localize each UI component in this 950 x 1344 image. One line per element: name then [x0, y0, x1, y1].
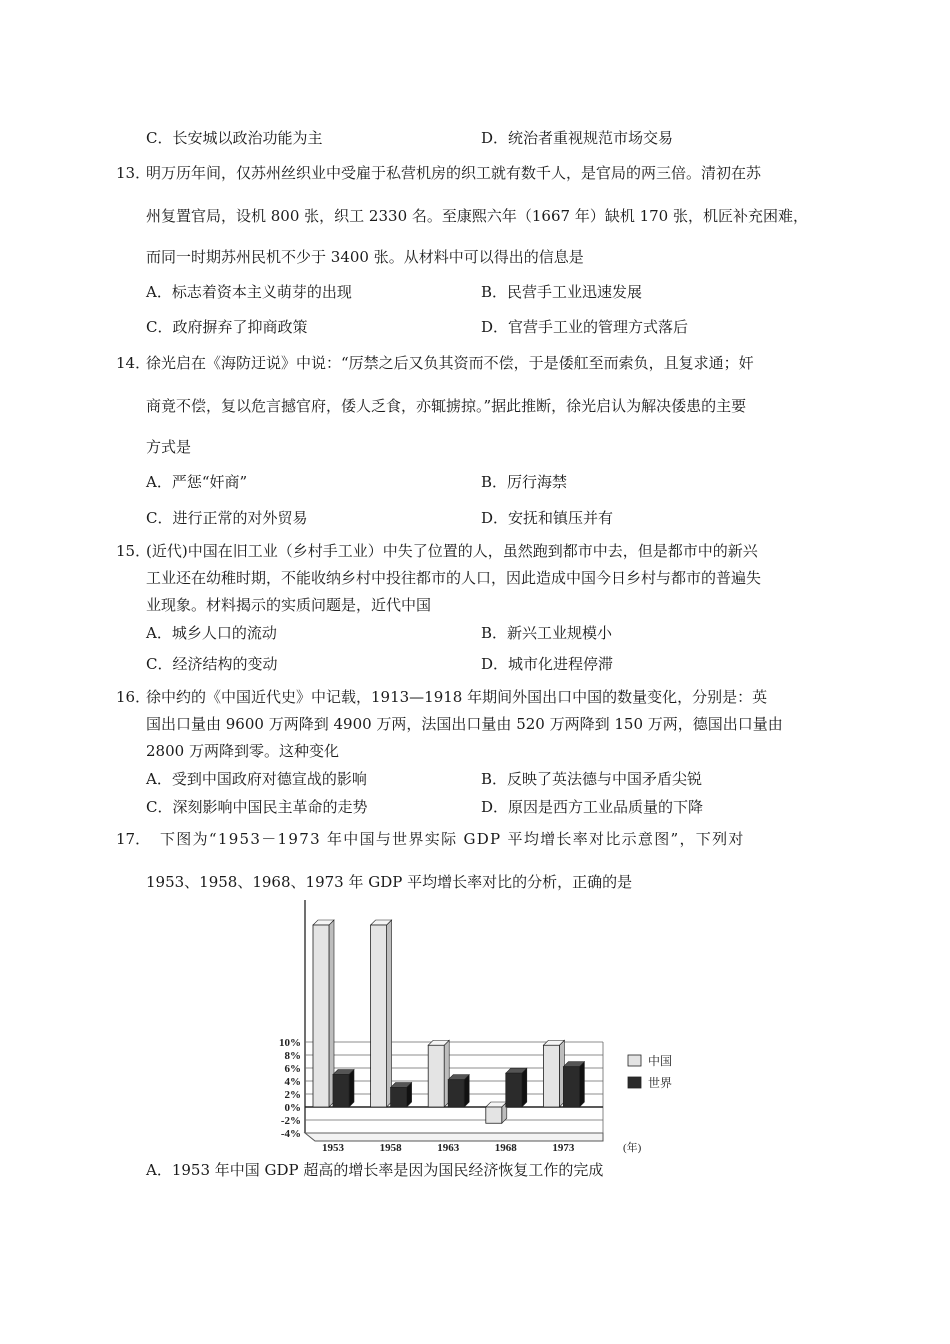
q15-line-3: 业现象。材料揭示的实质问题是，近代中国: [146, 596, 432, 614]
q14-number: 14．: [116, 354, 151, 372]
q14-line-3: 方式是: [146, 438, 192, 456]
q14-option-a: A．严惩“奸商”: [146, 473, 248, 491]
bar-china-1963: [428, 1045, 444, 1107]
bar-world-1973: [563, 1067, 579, 1107]
y-tick-label: -4%: [280, 1128, 301, 1140]
legend-swatch-world: [628, 1077, 641, 1088]
bar-china-1953: [313, 925, 329, 1107]
q15-line-2: 工业还在幼稚时期，不能收纳乡村中投往都市的人口，因此造成中国今日乡村与都市的普遍失: [146, 569, 762, 587]
x-tick-label: 1953: [322, 1142, 344, 1154]
chart-legend: [628, 1053, 672, 1090]
y-tick-label: 0%: [284, 1102, 301, 1114]
q14-option-d: D．安抚和镇压并有: [481, 509, 614, 527]
q16-line-2: 国出口量由 9600 万两降到 4900 万两，法国出口量由 520 万两降到 150 万两，德国出口量由: [146, 715, 783, 733]
bar-world-1963: [448, 1080, 464, 1107]
q16-option-a: A．受到中国政府对德宣战的影响: [146, 770, 367, 788]
y-tick-label: 8%: [284, 1050, 301, 1062]
x-tick-label: 1958: [379, 1142, 402, 1154]
q14-line-1: 徐光启在《海防迂说》中说：“厉禁之后又负其资而不偿，于是倭舡至而索负，且复求通；奸: [146, 354, 754, 372]
y-tick-label: -2%: [280, 1115, 301, 1127]
bar-china-1968: [486, 1107, 502, 1123]
q16-option-d: D．原因是西方工业品质量的下降: [481, 798, 704, 816]
legend-label-world: 世界: [648, 1076, 673, 1090]
y-tick-label: 2%: [284, 1089, 301, 1101]
x-tick-label: 1973: [552, 1142, 575, 1154]
chart-bars: [313, 920, 584, 1123]
q16-option-b: B．反映了英法德与中国矛盾尖锐: [481, 770, 703, 788]
q14-line-2: 商竟不偿，复以危言撼官府，倭人乏食，亦辄掳掠。”据此推断，徐光启认为解决倭患的主要: [146, 397, 747, 415]
q15-option-b: B．新兴工业规模小: [481, 624, 613, 642]
q12-option-c: C．长安城以政治功能为主: [146, 129, 323, 147]
q15-option-a: A．城乡人口的流动: [146, 624, 277, 642]
q16-line-3: 2800 万两降到零。这种变化: [146, 742, 339, 760]
q17-option-a: A．1953 年中国 GDP 超高的增长率是因为国民经济恢复工作的完成: [146, 1161, 604, 1179]
q16-line-1: 徐中约的《中国近代史》中记载，1913—1918 年期间外国出口中国的数量变化，分别是：英: [146, 688, 768, 706]
q14-option-b: B．厉行海禁: [481, 473, 568, 491]
x-tick-label: 1968: [494, 1142, 517, 1154]
q16-number: 16．: [116, 688, 151, 706]
bar-side-中国-1958: [387, 920, 392, 1107]
q13-option-b: B．民营手工业迅速发展: [481, 283, 643, 301]
q13-line-3: 而同一时期苏州民机不少于 3400 张。从材料中可以得出的信息是: [146, 248, 584, 266]
bar-world-1958: [391, 1088, 407, 1108]
y-tick-label: 4%: [284, 1076, 301, 1088]
x-unit-label: (年): [623, 1142, 642, 1154]
q13-number: 13．: [116, 164, 151, 182]
q15-option-c: C．经济结构的变动: [146, 655, 278, 673]
x-tick-label: 1963: [437, 1142, 460, 1154]
q16-option-c: C．深刻影响中国民主革命的走势: [146, 798, 368, 816]
q13-option-c: C．政府摒弃了抑商政策: [146, 318, 308, 336]
q12-option-d: D．统治者重视规范市场交易: [481, 129, 674, 147]
y-tick-label: 6%: [284, 1063, 301, 1075]
legend-swatch-china: [628, 1055, 641, 1066]
bar-world-1953: [333, 1075, 349, 1108]
bar-world-1968: [506, 1073, 522, 1107]
q15-option-d: D．城市化进程停滞: [481, 655, 614, 673]
q13-line-1: 明万历年间，仅苏州丝织业中受雇于私营机房的织工就有数千人，是官局的两三倍。清初在苏: [146, 164, 762, 182]
q14-option-c: C．进行正常的对外贸易: [146, 509, 308, 527]
bar-side-世界-1968: [522, 1068, 527, 1107]
q15-line-1: (近代)中国在旧工业（乡村手工业）中失了位置的人，虽然跑到都市中去，但是都市中的新兴: [146, 542, 758, 560]
legend-label-china: 中国: [648, 1054, 673, 1068]
y-tick-label: 10%: [279, 1037, 301, 1049]
bar-side-世界-1953: [349, 1070, 354, 1108]
q15-number: 15．: [116, 542, 151, 560]
q17-line-2: 1953、1958、1968、1973 年 GDP 平均增长率对比的分析，正确的是: [146, 873, 633, 891]
bar-china-1958: [371, 925, 387, 1107]
gdp-growth-chart: [255, 895, 673, 1154]
bar-side-世界-1973: [579, 1062, 584, 1107]
bar-side-世界-1963: [464, 1075, 469, 1107]
q13-line-2: 州复置官局，设机 800 张，织工 2330 名。至康熙六年（1667 年）缺机 170 张，机匠补充困难，: [146, 207, 808, 225]
q13-option-d: D．官营手工业的管理方式落后: [481, 318, 689, 336]
q13-option-a: A．标志着资本主义萌芽的出现: [146, 283, 352, 301]
bar-china-1973: [543, 1045, 559, 1107]
q17-number: 17．: [116, 830, 151, 848]
chart-floor: [305, 1133, 603, 1141]
q17-line-1: 下图为“1953－1973 年中国与世界实际 GDP 平均增长率对比示意图”，下列对: [160, 830, 745, 848]
